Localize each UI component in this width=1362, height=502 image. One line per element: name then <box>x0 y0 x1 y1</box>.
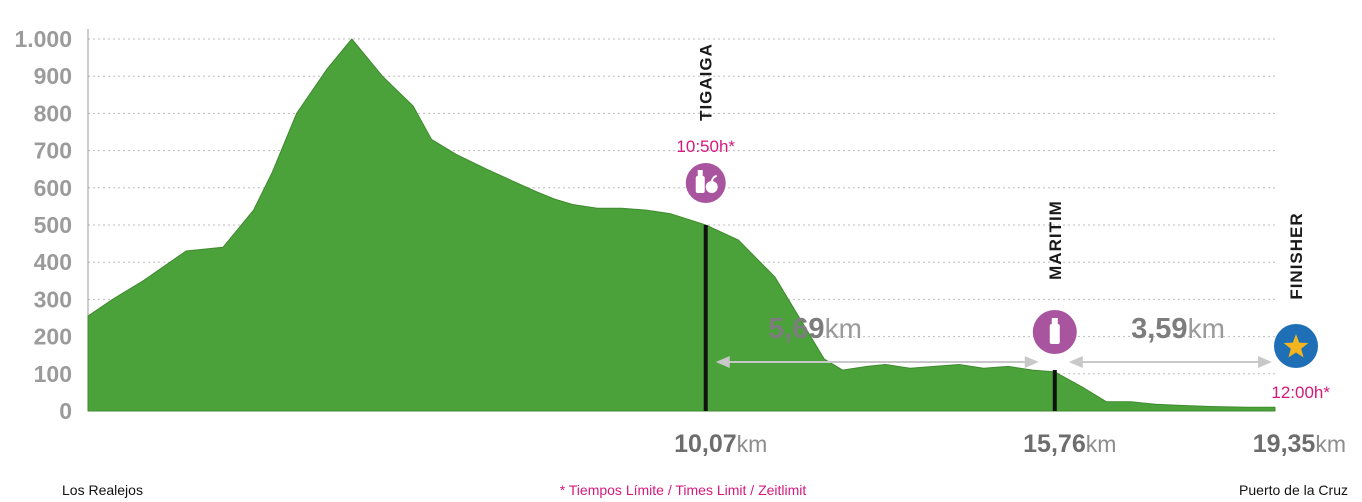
station-km-label: 15,76km <box>1023 430 1117 458</box>
star-icon <box>1274 324 1318 368</box>
arrow-right-icon <box>1025 356 1039 368</box>
y-tick-label: 500 <box>33 212 72 238</box>
y-tick-label: 900 <box>33 63 72 90</box>
arrow-left-icon <box>1069 356 1083 368</box>
bottle-and-apple-icon <box>686 163 726 203</box>
y-tick-label: 700 <box>33 137 72 164</box>
bottle-icon <box>1033 310 1077 354</box>
y-tick-label: 200 <box>33 323 72 350</box>
y-tick-label: 400 <box>33 249 72 276</box>
station-km-label: 10,07km <box>674 430 768 458</box>
station-label-tigaiga: TIGAIGA <box>696 43 716 121</box>
y-axis-labels <box>14 26 72 424</box>
y-tick-label: 300 <box>33 286 72 313</box>
y-tick-label: 100 <box>33 360 72 387</box>
segment-distance-label: 3,59km <box>1131 313 1225 345</box>
station-label-finisher: FINISHER <box>1287 212 1306 300</box>
y-tick-label: 0 <box>59 398 72 424</box>
y-tick-label: 600 <box>33 174 72 201</box>
arrow-right-icon <box>1258 356 1272 368</box>
y-tick-label: 1.000 <box>14 26 72 52</box>
elevation-area <box>88 39 1275 411</box>
segment-distance-label: 5,69km <box>768 313 862 345</box>
station-km-label: 19,35km <box>1252 430 1346 458</box>
time-limit-finisher: 12:00h* <box>1271 383 1330 402</box>
elevation-area-path <box>88 39 1275 411</box>
end-place-label: Puerto de la Cruz <box>1239 482 1348 498</box>
y-tick-label: 800 <box>33 100 72 127</box>
station-label-maritim: MARITIM <box>1045 200 1065 280</box>
time-limit-tigaiga: 10:50h* <box>676 137 736 156</box>
start-place-label: Los Realejos <box>62 482 143 498</box>
time-limit-footnote: * Tiempos Límite / Times Limit / Zeitlimit <box>559 482 807 498</box>
